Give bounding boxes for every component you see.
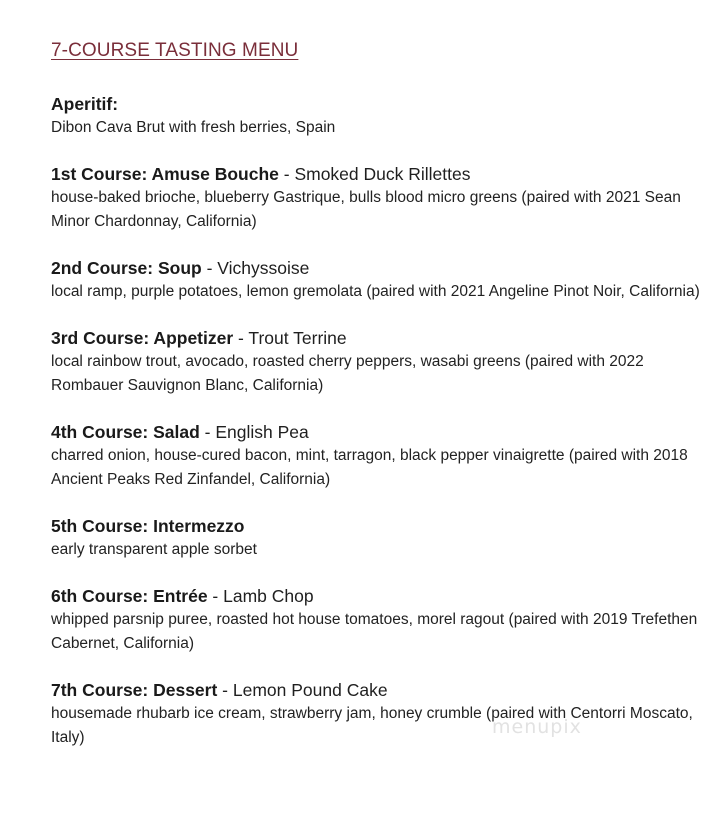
section-heading (51, 678, 701, 702)
section-heading (51, 420, 701, 444)
dish-name: - Lemon Pound Cake (217, 680, 388, 700)
menu-section-course-2 (51, 256, 701, 304)
course-description: charred onion, house-cured bacon, mint, tarragon, black pepper vinaigrette (paired with 2018 Ancient Peaks Red Zinfandel, California) (51, 447, 688, 488)
menu-section-course-4 (51, 420, 701, 492)
course-description: housemade rhubarb ice cream, strawberry jam, honey crumble (paired with Centorri Moscato, Italy) (51, 705, 693, 746)
dish-name: - Lamb Chop (207, 586, 314, 606)
section-heading (51, 514, 701, 538)
section-heading (51, 326, 701, 350)
section-heading (51, 584, 701, 608)
course-description: early transparent apple sorbet (51, 541, 257, 558)
course-label: 6th Course: Entrée (51, 586, 208, 606)
section-heading (51, 256, 701, 280)
course-description: local ramp, purple potatoes, lemon gremolata (paired with 2021 Angeline Pinot Noir, California) (51, 283, 700, 300)
course-label: 4th Course: Salad (51, 422, 200, 442)
menu-section-aperitif (51, 92, 701, 140)
dish-name: - Trout Terrine (233, 328, 347, 348)
course-description: whipped parsnip puree, roasted hot house tomatoes, morel ragout (paired with 2019 Trefethen Cabernet, California) (51, 611, 698, 652)
course-label: 2nd Course: Soup (51, 258, 202, 278)
menu-section-course-7 (51, 678, 701, 750)
course-label: 3rd Course: Appetizer (51, 328, 234, 348)
watermark-logo: menupix (492, 716, 582, 738)
course-description: local rainbow trout, avocado, roasted cherry peppers, wasabi greens (paired with 2022 Rombauer Sauvignon Blanc, California) (51, 353, 644, 394)
course-label: 7th Course: Dessert (51, 680, 218, 700)
menu-section-course-1 (51, 162, 701, 234)
dish-name: - Smoked Duck Rillettes (278, 164, 471, 184)
menu-section-course-5 (51, 514, 701, 562)
menu-section-course-3 (51, 326, 701, 398)
section-heading (51, 92, 701, 116)
course-label: 1st Course: Amuse Bouche (51, 164, 279, 184)
dish-name: - English Pea (199, 422, 309, 442)
section-heading (51, 162, 701, 186)
course-description: Dibon Cava Brut with fresh berries, Spain (51, 119, 336, 136)
course-label: 5th Course: Intermezzo (51, 516, 245, 536)
course-label: Aperitif: (51, 94, 119, 114)
menu-page (51, 40, 701, 772)
menu-title: 7-COURSE TASTING MENU (51, 40, 299, 61)
menu-section-course-6 (51, 584, 701, 656)
course-description: house-baked brioche, blueberry Gastrique, bulls blood micro greens (paired with 2021 Sean Minor Chardonnay, California) (51, 189, 681, 230)
dish-name: - Vichyssoise (201, 258, 310, 278)
